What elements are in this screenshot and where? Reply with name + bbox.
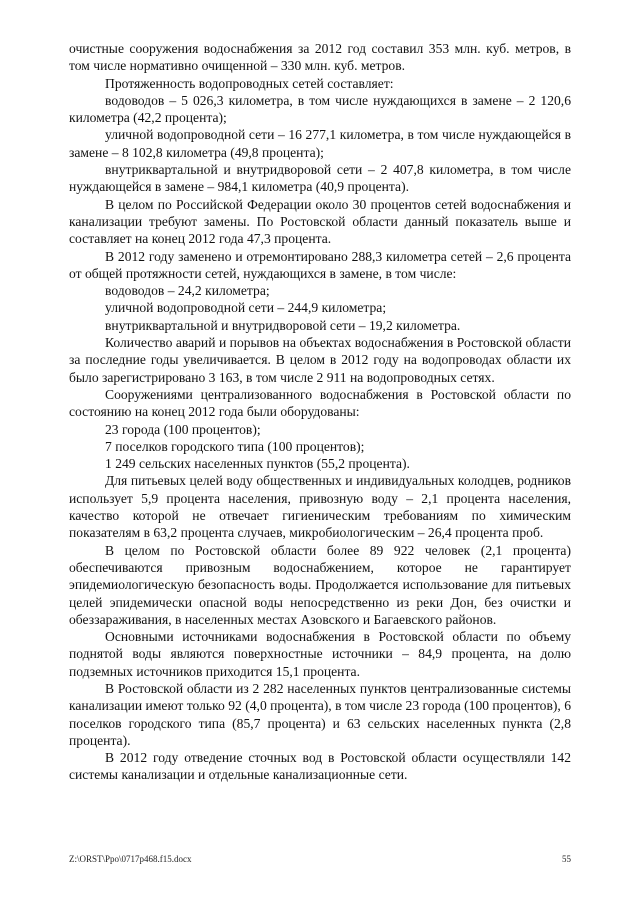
paragraph: Количество аварий и порывов на объектах водоснабжения в Ростовской области за последние годы увеличивается. В целом в 2012 году на водопроводах области их было зарегистрировано 3 163, в том числе 2 911 на водопроводных сетях. bbox=[69, 335, 571, 385]
list-item: 1 249 сельских населенных пунктов (55,2 процента). bbox=[105, 456, 410, 472]
page-footer bbox=[69, 854, 571, 868]
paragraph: В Ростовской области из 2 282 населенных пунктов централизованные системы канализации имеют только 92 (4,0 процента), в том числе 23 города (100 процентов), 6 поселков городского типа (85,7 процента) и 63 сельских населенных пункта (2,8 процента). bbox=[69, 680, 571, 748]
paragraph: Протяженность водопроводных сетей составляет: bbox=[105, 75, 394, 91]
paragraph: В 2012 году отведение сточных вод в Ростовской области осуществляли 142 системы канализации и отдельные канализационные сети. bbox=[69, 750, 571, 783]
list-item: внутриквартальной и внутридворовой сети – 19,2 километра. bbox=[105, 317, 461, 333]
paragraph: очистные сооружения водоснабжения за 2012 год составил 353 млн. куб. метров, в том числе нормативно очищенной – 330 млн. куб. метров. bbox=[69, 41, 571, 74]
paragraph: В целом по Российской Федерации около 30 процентов сетей водоснабжения и канализации требуют замены. По Ростовской области данный показатель выше и составляет на конец 2012 года 47,3 процента. bbox=[69, 196, 571, 247]
list-item: водоводов – 5 026,3 километра, в том числе нуждающихся в замене – 2 120,6 километра (42,2 процента); bbox=[69, 92, 571, 126]
list-item: 23 города (100 процентов); bbox=[105, 421, 261, 437]
list-item: водоводов – 24,2 километра; bbox=[105, 283, 270, 299]
paragraph: В целом по Ростовской области более 89 922 человек (2,1 процента) обеспечиваются привозным водоснабжением, которое не гарантирует эпидемиологическую безопасность воды. Продолжается использование для питьевых целей эпидемически опасной воды непосредственно из реки Дон, без очистки и обеззараживания, в населенных местах Азовского и Багаевского районов. bbox=[69, 542, 571, 627]
list-item: уличной водопроводной сети – 16 277,1 километра, в том числе нуждающейся в замене – 8 102,8 километра (49,8 процента); bbox=[69, 127, 571, 160]
paragraph: В 2012 году заменено и отремонтировано 288,3 километра сетей – 2,6 процента от общей протяжности сетей, нуждающихся в замене, в том числе: bbox=[69, 248, 571, 281]
list-item: уличной водопроводной сети – 244,9 километра; bbox=[105, 300, 387, 316]
paragraph: Сооружениями централизованного водоснабжения в Ростовской области по состоянию на конец 2012 года были оборудованы: bbox=[69, 386, 571, 420]
page-number: 55 bbox=[562, 854, 571, 864]
footer-file-path: Z:\ORST\Ppo\0717p468.f15.docx bbox=[69, 854, 192, 864]
list-item: внутриквартальной и внутридворовой сети – 2 407,8 километра, в том числе нуждающейся в замене – 984,1 километра (40,9 процента). bbox=[69, 162, 571, 195]
paragraph: Основными источниками водоснабжения в Ростовской области по объему поднятой воды являются поверхностные источники – 84,9 процента, на долю подземных источников приходится 15,1 процента. bbox=[69, 629, 571, 679]
paragraph: Для питьевых целей воду общественных и индивидуальных колодцев, родников использует 5,9 процента населения, привозную воду – 2,1 процента населения, качество которой не отвечает гигиеническим требованиям по химическим показателям в 63,2 процента случаев, микробиологическим – 26,4 процента проб. bbox=[69, 473, 571, 541]
list-item: 7 поселков городского типа (100 процентов); bbox=[105, 438, 365, 454]
document-body bbox=[69, 40, 571, 784]
